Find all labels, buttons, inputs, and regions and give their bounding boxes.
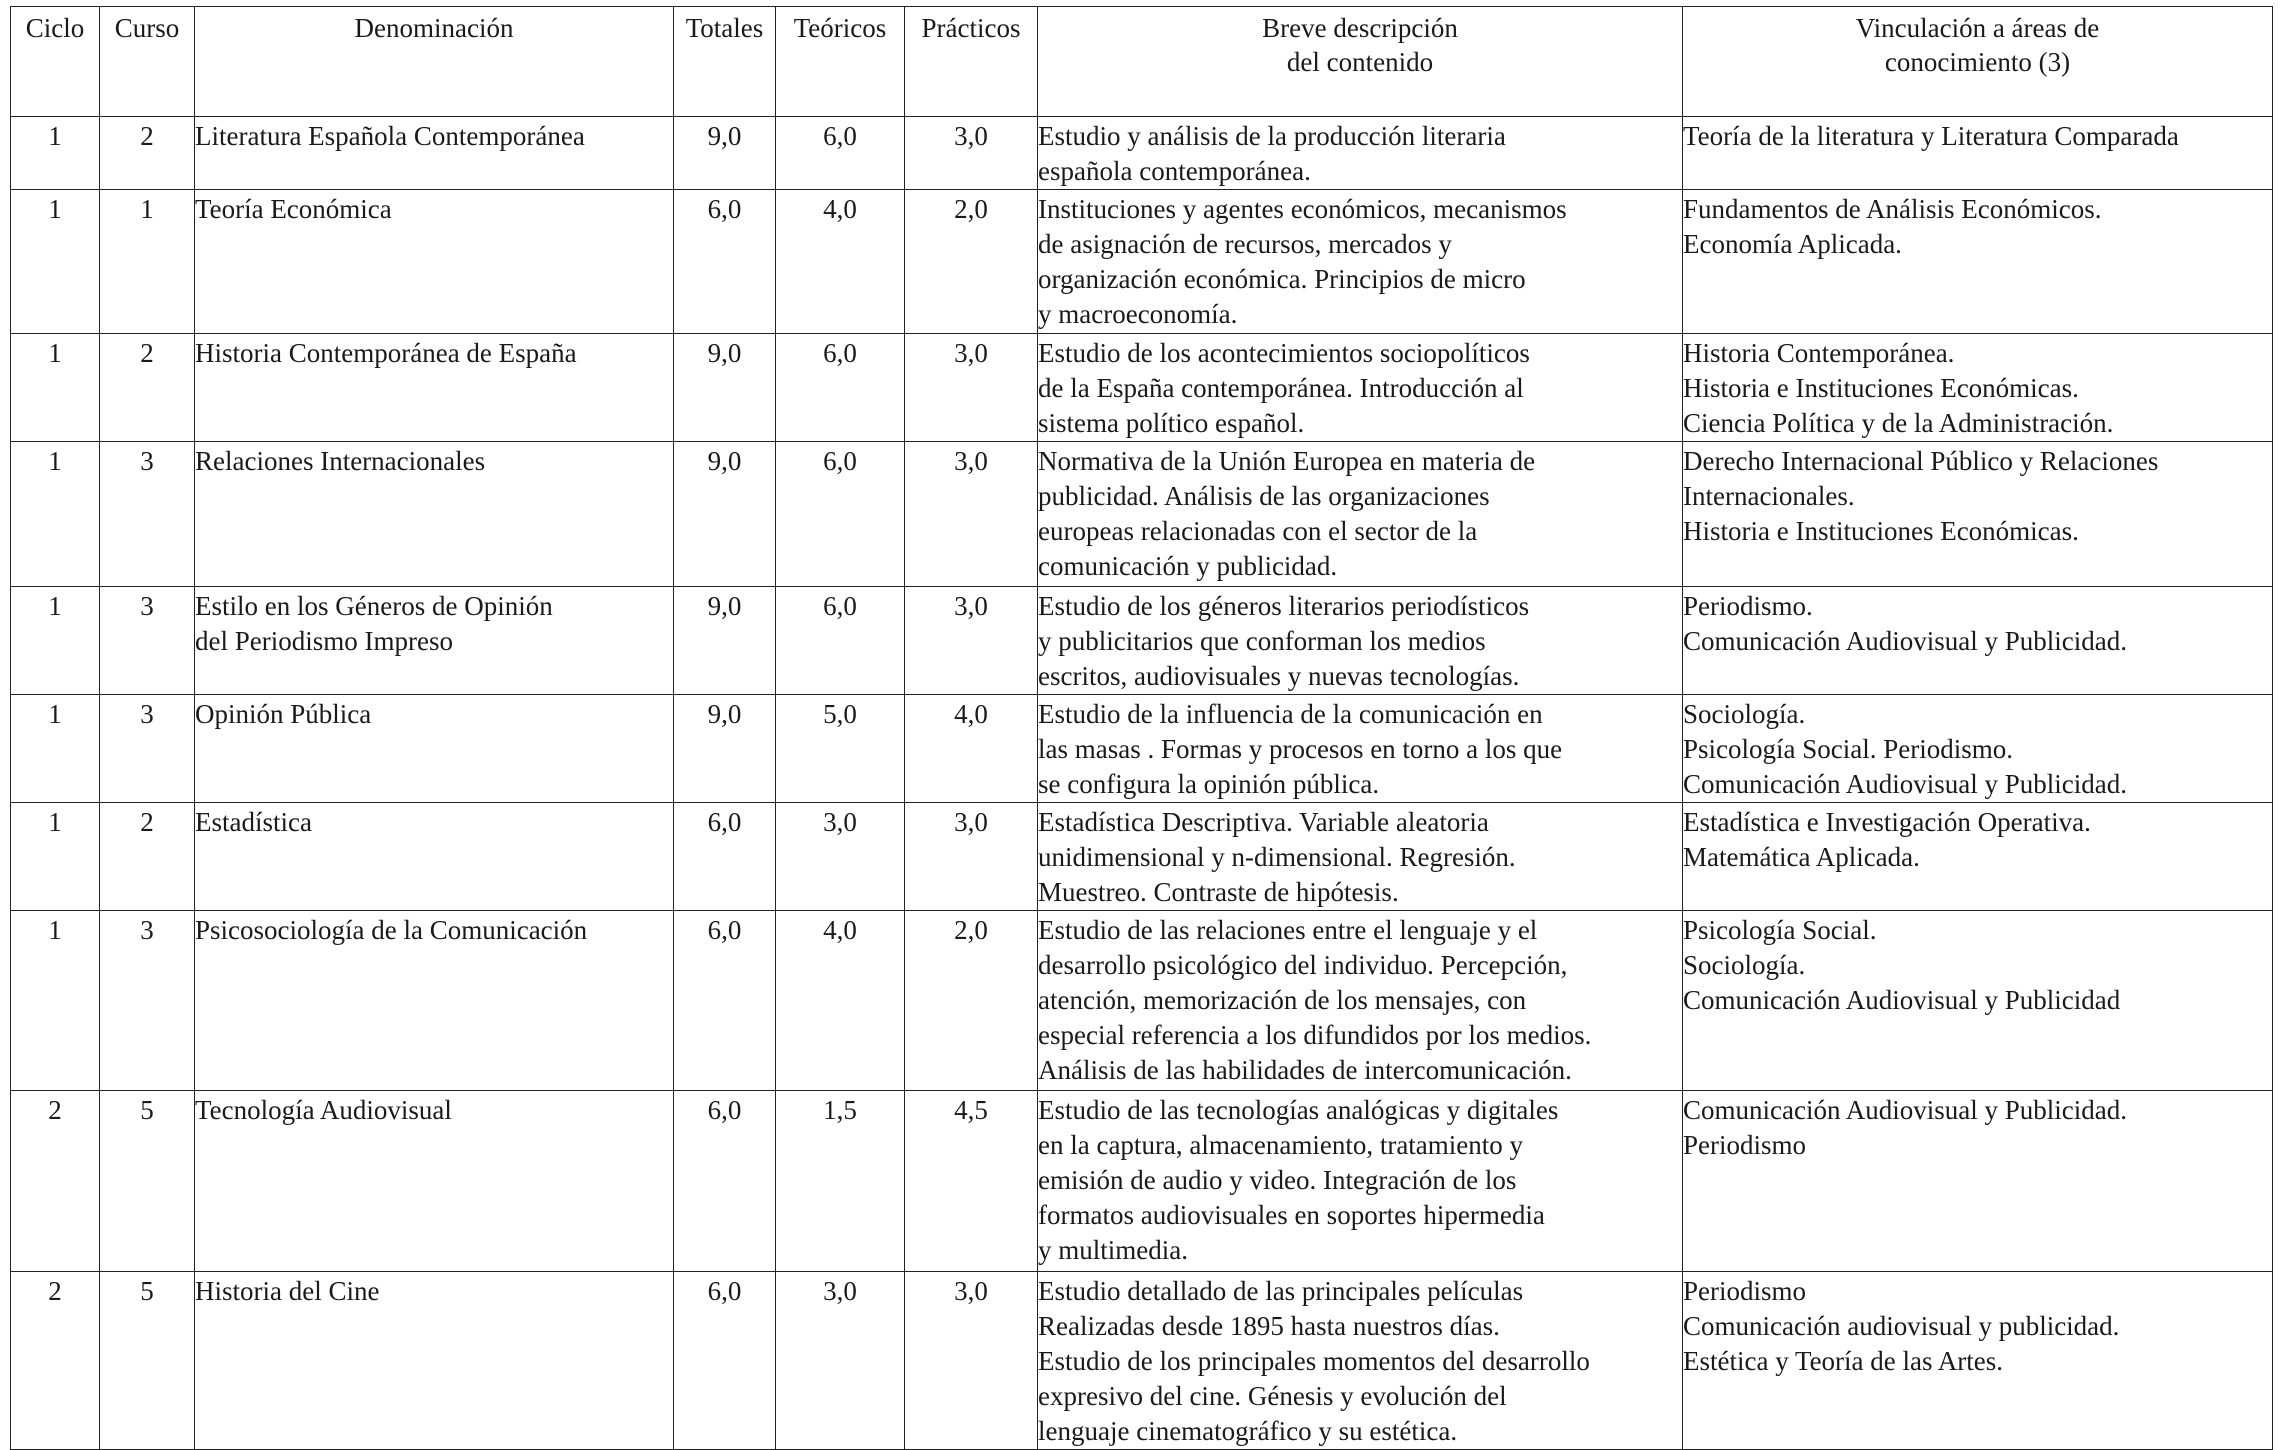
cell-descripcion-line: de la España contemporánea. Introducción al (1038, 373, 1524, 403)
cell-ciclo: 1 (11, 334, 100, 442)
cell-curso: 3 (100, 695, 195, 803)
cell-vinculacion (1683, 803, 2273, 911)
cell-denominacion (195, 803, 674, 911)
table-row (11, 695, 2273, 803)
cell-descripcion-line: las masas . Formas y procesos en torno a los que (1038, 734, 1563, 764)
cell-vinculacion-line: Estética y Teoría de las Artes. (1683, 1346, 2004, 1376)
cell-denominacion (195, 117, 674, 190)
cell-teoricos: 6,0 (776, 587, 905, 695)
cell-vinculacion (1683, 695, 2273, 803)
cell-denominacion-line: Historia del Cine (195, 1276, 380, 1306)
cell-denominacion-line: del Periodismo Impreso (195, 626, 453, 656)
cell-descripcion-line: publicidad. Análisis de las organizaciones (1038, 481, 1490, 511)
cell-descripcion-line: Normativa de la Unión Europea en materia de (1038, 446, 1536, 476)
cell-vinculacion-line: Comunicación Audiovisual y Publicidad. (1683, 626, 2127, 656)
cell-ciclo: 1 (11, 442, 100, 587)
cell-practicos: 4,5 (905, 1091, 1038, 1272)
cell-practicos: 3,0 (905, 334, 1038, 442)
cell-teoricos: 3,0 (776, 1272, 905, 1450)
cell-teoricos: 1,5 (776, 1091, 905, 1272)
cell-descripcion-line: emisión de audio y video. Integración de los (1038, 1165, 1517, 1195)
cell-vinculacion-line: Periodismo (1683, 1130, 1807, 1160)
cell-descripcion-line: Estudio de los acontecimientos sociopolíticos (1038, 338, 1530, 368)
header-practicos: Prácticos (905, 7, 1038, 117)
cell-vinculacion (1683, 1272, 2273, 1450)
cell-descripcion-line: Estudio y análisis de la producción literaria (1038, 121, 1506, 151)
table-row (11, 1091, 2273, 1272)
cell-totales: 6,0 (674, 911, 776, 1091)
header-descripcion-line: del contenido (1286, 47, 1434, 77)
cell-ciclo: 1 (11, 117, 100, 190)
cell-practicos: 2,0 (905, 190, 1038, 334)
cell-totales: 9,0 (674, 334, 776, 442)
cell-descripcion-line: formatos audiovisuales en soportes hipermedia (1038, 1200, 1545, 1230)
cell-curso: 2 (100, 334, 195, 442)
cell-descripcion-line: organización económica. Principios de micro (1038, 264, 1526, 294)
cell-curso: 3 (100, 442, 195, 587)
cell-descripcion (1038, 190, 1683, 334)
cell-denominacion (195, 442, 674, 587)
cell-descripcion-line: Análisis de las habilidades de intercomunicación. (1038, 1055, 1572, 1085)
cell-descripcion-line: y publicitarios que conforman los medios (1038, 626, 1486, 656)
cell-descripcion-line: europeas relacionadas con el sector de la (1038, 516, 1478, 546)
header-vinculacion (1683, 7, 2273, 117)
header-row (11, 7, 2273, 117)
header-descripcion-line: Breve descripción (1262, 13, 1458, 43)
cell-descripcion-line: Realizadas desde 1895 hasta nuestros días. (1038, 1311, 1500, 1341)
cell-vinculacion-line: Teoría de la literatura y Literatura Comparada (1683, 121, 2179, 151)
cell-denominacion (195, 911, 674, 1091)
header-descripcion (1038, 7, 1683, 117)
cell-denominacion (195, 190, 674, 334)
table-row (11, 334, 2273, 442)
cell-descripcion-line: sistema político español. (1038, 408, 1305, 438)
cell-descripcion-line: escritos, audiovisuales y nuevas tecnologías. (1038, 661, 1520, 691)
cell-ciclo: 2 (11, 1091, 100, 1272)
cell-descripcion-line: española contemporánea. (1038, 156, 1311, 186)
cell-vinculacion-line: Derecho Internacional Público y Relaciones (1683, 446, 2159, 476)
cell-curso: 5 (100, 1272, 195, 1450)
cell-practicos: 3,0 (905, 587, 1038, 695)
cell-vinculacion-line: Periodismo (1683, 1276, 1807, 1306)
cell-teoricos: 5,0 (776, 695, 905, 803)
header-vinculacion-line: Vinculación a áreas de (1855, 13, 2100, 43)
header-teoricos: Teóricos (776, 7, 905, 117)
cell-teoricos: 4,0 (776, 911, 905, 1091)
cell-vinculacion-line: Historia e Instituciones Económicas. (1683, 373, 2079, 403)
header-vinculacion-line: conocimiento (3) (1884, 47, 2071, 77)
cell-descripcion-line: unidimensional y n-dimensional. Regresión. (1038, 842, 1516, 872)
cell-vinculacion (1683, 190, 2273, 334)
cell-descripcion-line: Instituciones y agentes económicos, mecanismos (1038, 194, 1567, 224)
cell-denominacion (195, 334, 674, 442)
cell-descripcion (1038, 1272, 1683, 1450)
cell-descripcion-line: desarrollo psicológico del individuo. Percepción, (1038, 950, 1568, 980)
cell-vinculacion-line: Periodismo. (1683, 591, 1813, 621)
cell-curso: 5 (100, 1091, 195, 1272)
cell-vinculacion (1683, 911, 2273, 1091)
cell-vinculacion-line: Sociología. (1683, 699, 1806, 729)
header-denominacion: Denominación (195, 7, 674, 117)
cell-vinculacion-line: Comunicación Audiovisual y Publicidad. (1683, 769, 2127, 799)
subjects-table (10, 6, 2273, 1450)
cell-curso: 2 (100, 117, 195, 190)
cell-practicos: 4,0 (905, 695, 1038, 803)
cell-ciclo: 1 (11, 803, 100, 911)
cell-teoricos: 6,0 (776, 442, 905, 587)
cell-descripcion-line: Estudio de los géneros literarios periodísticos (1038, 591, 1530, 621)
cell-denominacion-line: Relaciones Internacionales (195, 446, 486, 476)
cell-denominacion-line: Tecnología Audiovisual (195, 1095, 452, 1125)
cell-descripcion-line: se configura la opinión pública. (1038, 769, 1380, 799)
cell-descripcion-line: de asignación de recursos, mercados y (1038, 229, 1452, 259)
cell-teoricos: 4,0 (776, 190, 905, 334)
table-body (11, 117, 2273, 1450)
cell-ciclo: 1 (11, 911, 100, 1091)
cell-descripcion-line: Estudio de las relaciones entre el lenguaje y el (1038, 915, 1538, 945)
cell-denominacion-line: Estilo en los Géneros de Opinión (195, 591, 553, 621)
cell-vinculacion-line: Economía Aplicada. (1683, 229, 1902, 259)
cell-totales: 9,0 (674, 587, 776, 695)
cell-vinculacion-line: Sociología. (1683, 950, 1806, 980)
cell-curso: 2 (100, 803, 195, 911)
cell-descripcion-line: comunicación y publicidad. (1038, 551, 1338, 581)
table-row (11, 911, 2273, 1091)
cell-curso: 3 (100, 587, 195, 695)
table-row (11, 803, 2273, 911)
table-row (11, 1272, 2273, 1450)
cell-vinculacion-line: Ciencia Política y de la Administración. (1683, 408, 2114, 438)
table-row (11, 442, 2273, 587)
cell-totales: 6,0 (674, 803, 776, 911)
cell-ciclo: 1 (11, 190, 100, 334)
cell-descripcion (1038, 334, 1683, 442)
cell-totales: 9,0 (674, 442, 776, 587)
cell-vinculacion-line: Fundamentos de Análisis Económicos. (1683, 194, 2102, 224)
cell-descripcion (1038, 911, 1683, 1091)
cell-vinculacion-line: Matemática Aplicada. (1683, 842, 1920, 872)
cell-vinculacion-line: Psicología Social. (1683, 915, 1877, 945)
cell-vinculacion-line: Comunicación audiovisual y publicidad. (1683, 1311, 2120, 1341)
cell-vinculacion (1683, 117, 2273, 190)
cell-descripcion (1038, 695, 1683, 803)
cell-descripcion-line: y multimedia. (1038, 1235, 1188, 1265)
cell-descripcion-line: atención, memorización de los mensajes, con (1038, 985, 1527, 1015)
cell-vinculacion (1683, 442, 2273, 587)
cell-descripcion (1038, 587, 1683, 695)
table-row (11, 117, 2273, 190)
cell-curso: 1 (100, 190, 195, 334)
cell-denominacion (195, 587, 674, 695)
cell-totales: 9,0 (674, 117, 776, 190)
cell-descripcion-line: expresivo del cine. Génesis y evolución del (1038, 1381, 1507, 1411)
cell-vinculacion-line: Comunicación Audiovisual y Publicidad. (1683, 1095, 2127, 1125)
cell-vinculacion (1683, 334, 2273, 442)
cell-vinculacion-line: Estadística e Investigación Operativa. (1683, 807, 2091, 837)
cell-ciclo: 2 (11, 1272, 100, 1450)
cell-practicos: 3,0 (905, 117, 1038, 190)
cell-denominacion-line: Opinión Pública (195, 699, 372, 729)
cell-descripcion-line: Estadística Descriptiva. Variable aleatoria (1038, 807, 1489, 837)
cell-vinculacion-line: Historia Contemporánea. (1683, 338, 1955, 368)
cell-denominacion-line: Historia Contemporánea de España (195, 338, 577, 368)
cell-denominacion-line: Teoría Económica (195, 194, 392, 224)
cell-teoricos: 6,0 (776, 117, 905, 190)
cell-descripcion-line: en la captura, almacenamiento, tratamiento y (1038, 1130, 1524, 1160)
cell-teoricos: 3,0 (776, 803, 905, 911)
cell-ciclo: 1 (11, 587, 100, 695)
cell-totales: 6,0 (674, 190, 776, 334)
cell-vinculacion (1683, 1091, 2273, 1272)
table-row (11, 587, 2273, 695)
header-totales: Totales (674, 7, 776, 117)
cell-teoricos: 6,0 (776, 334, 905, 442)
cell-denominacion (195, 1272, 674, 1450)
cell-practicos: 3,0 (905, 442, 1038, 587)
cell-practicos: 2,0 (905, 911, 1038, 1091)
cell-descripcion-line: Estudio de la influencia de la comunicación en (1038, 699, 1543, 729)
cell-denominacion (195, 1091, 674, 1272)
cell-denominacion (195, 695, 674, 803)
cell-descripcion-line: especial referencia a los difundidos por los medios. (1038, 1020, 1592, 1050)
cell-vinculacion-line: Historia e Instituciones Económicas. (1683, 516, 2079, 546)
header-ciclo: Ciclo (11, 7, 100, 117)
cell-totales: 6,0 (674, 1272, 776, 1450)
table-row (11, 190, 2273, 334)
header-curso: Curso (100, 7, 195, 117)
cell-denominacion-line: Psicosociología de la Comunicación (195, 915, 588, 945)
cell-curso: 3 (100, 911, 195, 1091)
cell-descripcion-line: Estudio de las tecnologías analógicas y digitales (1038, 1095, 1559, 1125)
cell-vinculacion-line: Comunicación Audiovisual y Publicidad (1683, 985, 2121, 1015)
cell-ciclo: 1 (11, 695, 100, 803)
cell-descripcion-line: Muestreo. Contraste de hipótesis. (1038, 877, 1399, 907)
cell-totales: 6,0 (674, 1091, 776, 1272)
cell-vinculacion-line: Internacionales. (1683, 481, 1855, 511)
cell-denominacion-line: Estadística (195, 807, 312, 837)
cell-descripcion (1038, 442, 1683, 587)
cell-descripcion (1038, 803, 1683, 911)
cell-descripcion-line: y macroeconomía. (1038, 299, 1238, 329)
cell-vinculacion-line: Psicología Social. Periodismo. (1683, 734, 2013, 764)
cell-descripcion (1038, 1091, 1683, 1272)
cell-practicos: 3,0 (905, 1272, 1038, 1450)
cell-descripcion-line: lenguaje cinematográfico y su estética. (1038, 1416, 1458, 1446)
cell-denominacion-line: Literatura Española Contemporánea (195, 121, 585, 151)
cell-descripcion-line: Estudio detallado de las principales películas (1038, 1276, 1524, 1306)
cell-practicos: 3,0 (905, 803, 1038, 911)
cell-vinculacion (1683, 587, 2273, 695)
cell-descripcion-line: Estudio de los principales momentos del desarrollo (1038, 1346, 1590, 1376)
cell-descripcion (1038, 117, 1683, 190)
cell-totales: 9,0 (674, 695, 776, 803)
